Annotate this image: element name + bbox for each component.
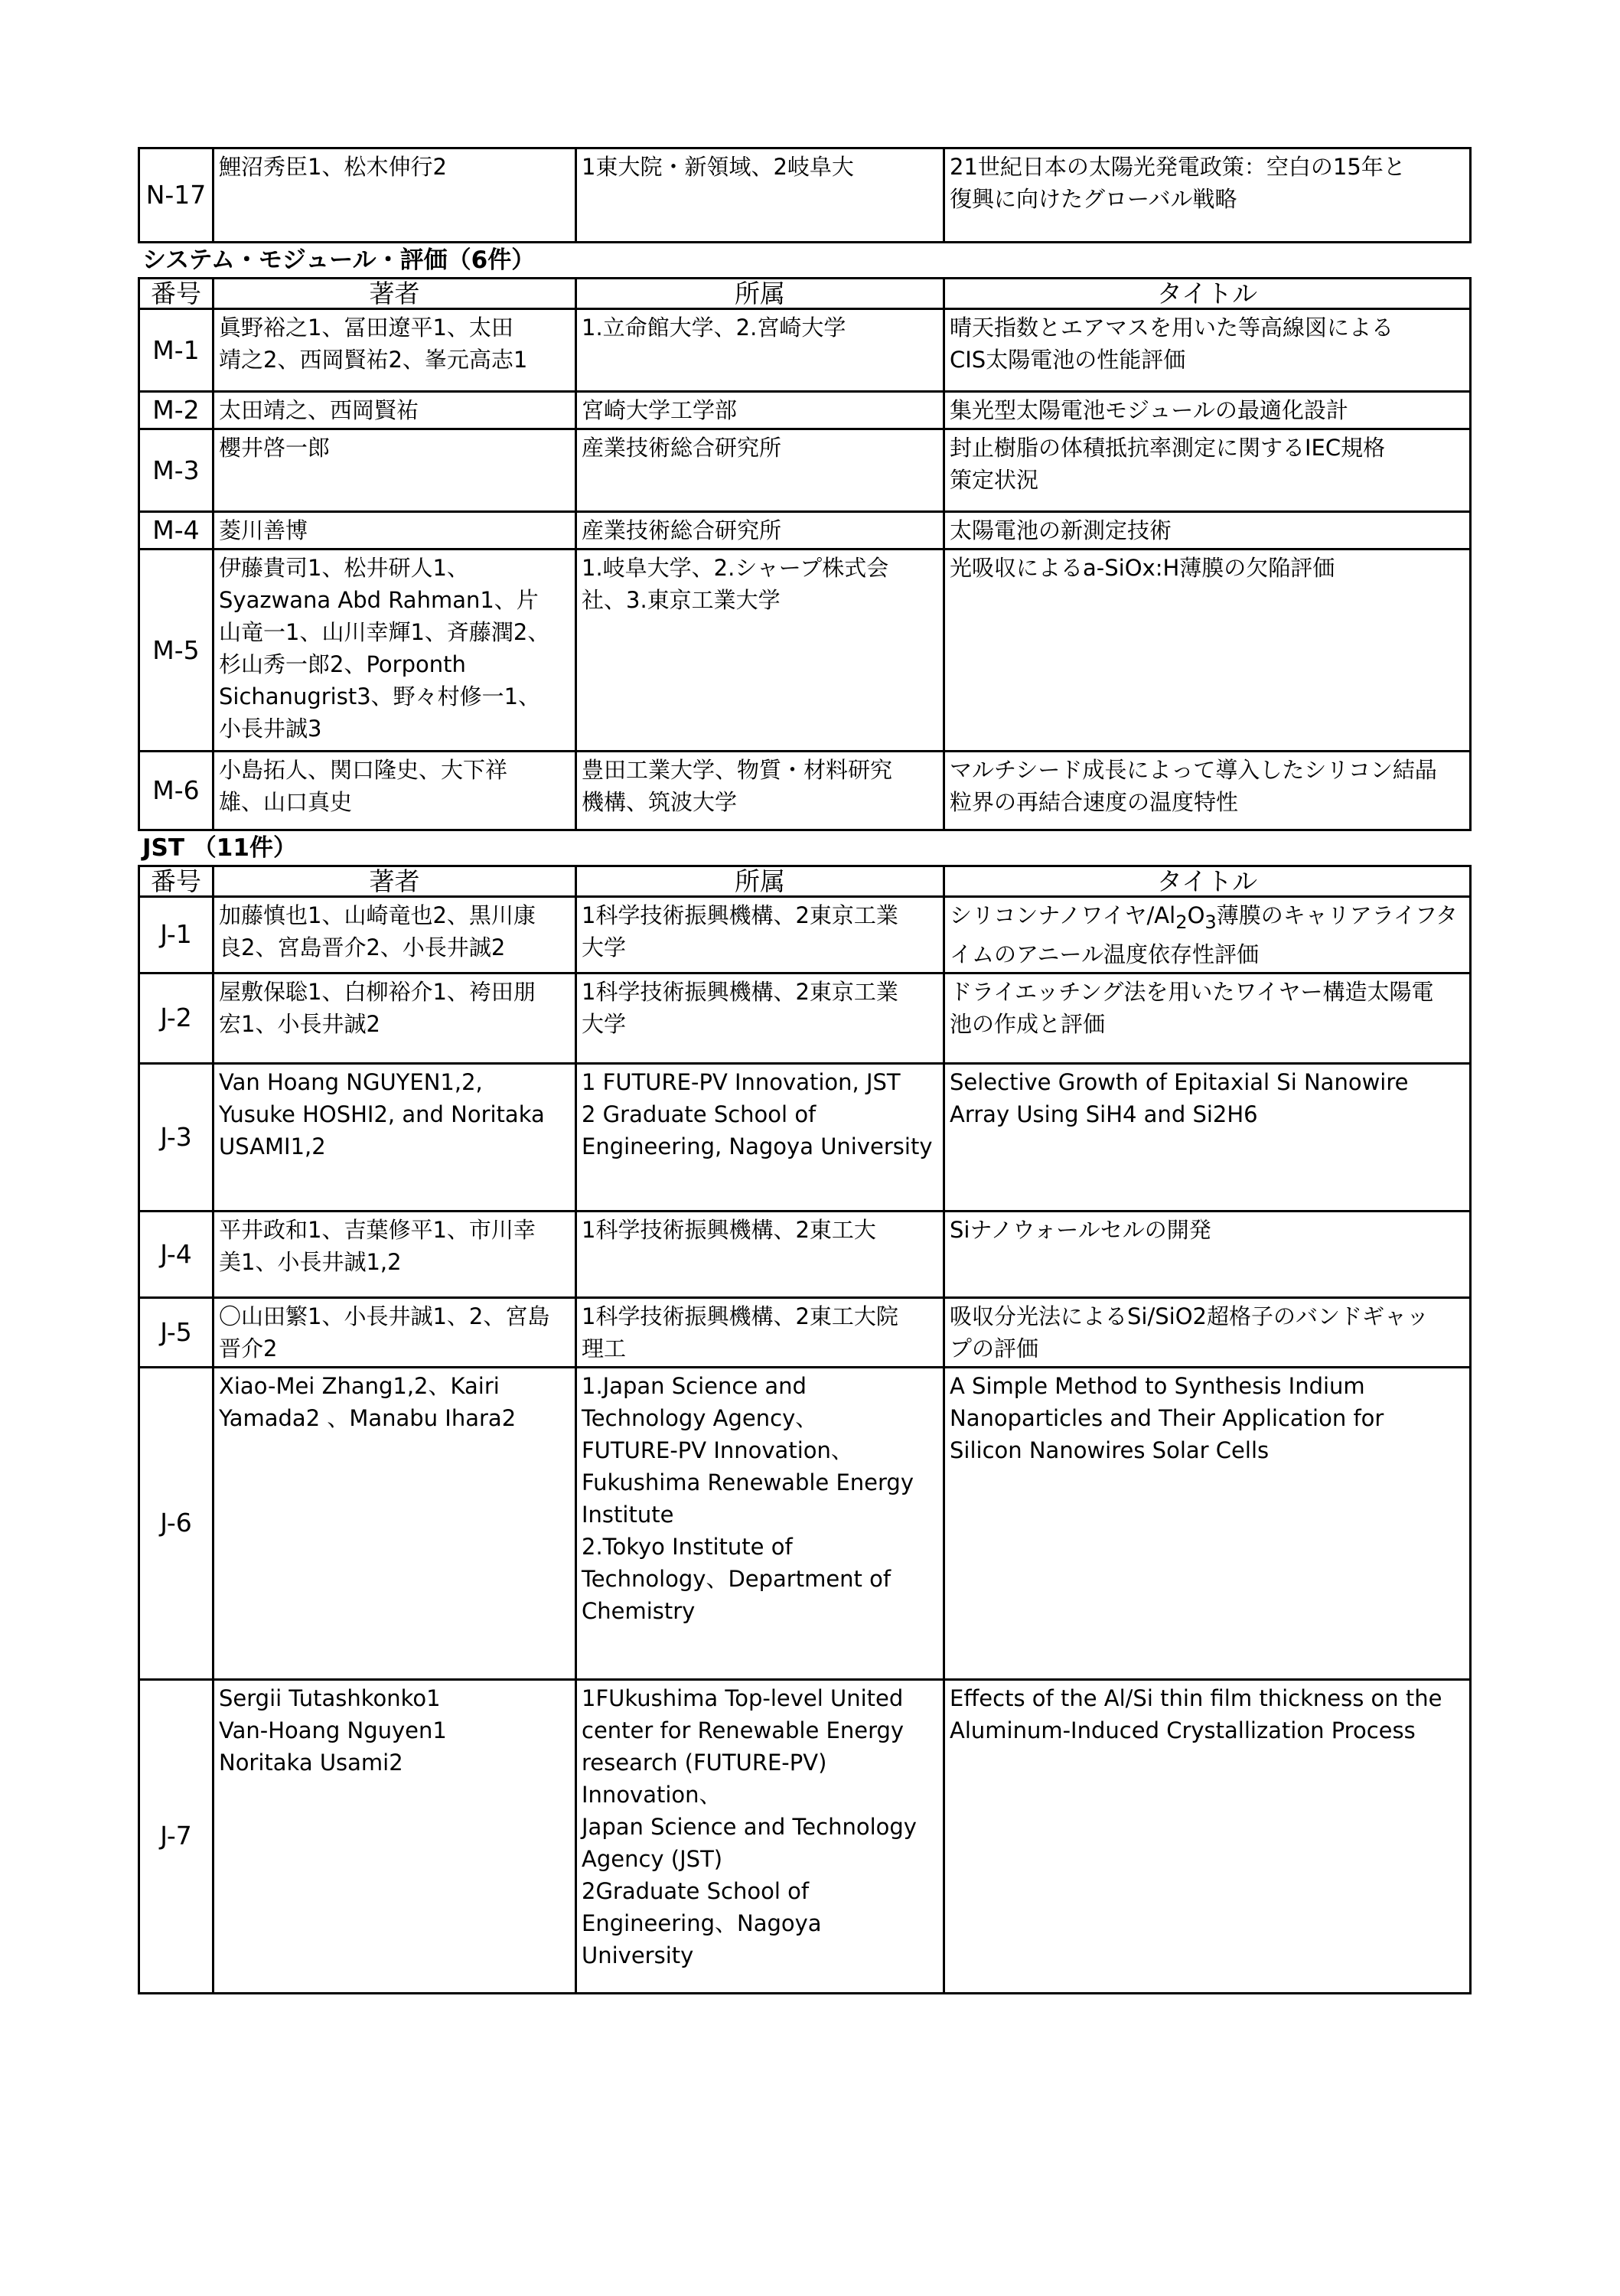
section-jst-table — [138, 865, 1472, 1994]
table-header-row — [139, 866, 1471, 897]
row-title: ドライエッチング法を用いたワイヤー構造太陽電 池の作成と評価 — [944, 973, 1471, 1063]
row-affiliation: 豊田工業大学、物質・材料研究 機構、筑波大学 — [576, 752, 944, 830]
row-title: 吸収分光法によるSi/SiO2超格子のバンドギャッ プの評価 — [944, 1297, 1471, 1367]
row-authors: 櫻井啓一郎 — [214, 429, 576, 512]
row-title: 太陽電池の新測定技術 — [944, 512, 1471, 550]
header-authors: 著者 — [214, 279, 576, 309]
table-row — [139, 1063, 1471, 1211]
row-affiliation: 1.Japan Science and Technology Agency、 FUTURE-PV Innovation、 Fukushima Renewable Energy Institute 2.Tokyo Institute of Technology、Department of Chemistry — [576, 1367, 944, 1679]
row-number: J-2 — [139, 973, 214, 1063]
table-row — [139, 897, 1471, 974]
title-suffix-text: 薄膜のキャリアライフタ イムのアニール温度依存性評価 — [950, 902, 1458, 967]
section-title-system-module: システム・モジュール・評価（6件） — [142, 246, 536, 274]
row-affiliation: 産業技術総合研究所 — [576, 429, 944, 512]
header-title: タイトル — [944, 279, 1471, 309]
table-row — [139, 752, 1471, 830]
title-prefix-text: シリコンナノワイヤ/Al — [950, 902, 1176, 928]
row-authors: 〇山田繁1、小長井誠1、2、宮島 晋介2 — [214, 1297, 576, 1367]
row-authors: 伊藤貴司1、松井研人1、 Syazwana Abd Rahman1、片 山竜一1、山川幸輝1、斉藤潤2、 杉山秀一郎2、Porponth Sichanugrist3、野々村修一1、 小長井誠3 — [214, 550, 576, 752]
row-affiliation: 産業技術総合研究所 — [576, 512, 944, 550]
row-title: マルチシード成長によって導入したシリコン結晶 粒界の再結合速度の温度特性 — [944, 752, 1471, 830]
row-title: 光吸収によるa-SiOx:H薄膜の欠陥評価 — [944, 550, 1471, 752]
table-row — [139, 1297, 1471, 1367]
row-title: 集光型太陽電池モジュールの最適化設計 — [944, 392, 1471, 429]
row-number: M-5 — [139, 550, 214, 752]
table-row — [139, 973, 1471, 1063]
row-number: J-6 — [139, 1367, 214, 1679]
row-number: J-3 — [139, 1063, 214, 1211]
row-number: M-2 — [139, 392, 214, 429]
row-number: J-5 — [139, 1297, 214, 1367]
row-authors: 眞野裕之1、冨田遼平1、太田 靖之2、西岡賢祐2、峯元高志1 — [214, 309, 576, 392]
section-title-jst: JST （11件） — [142, 834, 297, 862]
row-title: Effects of the Al/Si thin film thickness on the Aluminum-Induced Crystallization Process — [944, 1679, 1471, 1993]
row-authors: Xiao-Mei Zhang1,2、Kairi Yamada2 、Manabu Ihara2 — [214, 1367, 576, 1679]
table-row — [139, 1367, 1471, 1679]
row-affiliation: 1東大院・新領域、2岐阜大 — [576, 148, 944, 243]
top-table — [138, 147, 1472, 243]
row-number: M-3 — [139, 429, 214, 512]
row-title: A Simple Method to Synthesis Indium Nanoparticles and Their Application for Silicon Nanowires Solar Cells — [944, 1367, 1471, 1679]
row-authors: 加藤慎也1、山崎竜也2、黒川康 良2、宮島晋介2、小長井誠2 — [214, 897, 576, 974]
row-affiliation: 1 FUTURE-PV Innovation, JST 2 Graduate School of Engineering, Nagoya University — [576, 1063, 944, 1211]
row-number: M-6 — [139, 752, 214, 830]
row-affiliation: 1.岐阜大学、2.シャープ株式会 社、3.東京工業大学 — [576, 550, 944, 752]
row-affiliation: 1.立命館大学、2.宮崎大学 — [576, 309, 944, 392]
row-number: N-17 — [139, 148, 214, 243]
header-affiliation: 所属 — [576, 866, 944, 897]
row-authors: Sergii Tutashkonko1 Van-Hoang Nguyen1 Noritaka Usami2 — [214, 1679, 576, 1993]
header-number: 番号 — [139, 279, 214, 309]
table-row — [139, 309, 1471, 392]
row-authors: 平井政和1、吉葉修平1、市川幸 美1、小長井誠1,2 — [214, 1211, 576, 1297]
table-row — [139, 1211, 1471, 1297]
row-title: Siナノウォールセルの開発 — [944, 1211, 1471, 1297]
row-title: シリコンナノワイヤ$/Al_2O_3$薄膜のキャリアライフタ イムのアニール温度依存性評価 — [944, 897, 1471, 974]
row-authors: 屋敷保聡1、白柳裕介1、袴田朋 宏1、小長井誠2 — [214, 973, 576, 1063]
row-number: J-1 — [139, 897, 214, 974]
row-affiliation: 1科学技術振興機構、2東京工業 大学 — [576, 897, 944, 974]
table-row — [139, 148, 1471, 243]
row-authors: 小島拓人、関口隆史、大下祥 雄、山口真史 — [214, 752, 576, 830]
row-affiliation: 1FUkushima Top-level United center for Renewable Energy research (FUTURE-PV) Innovation、 Japan Science and Technology Agency (JST) 2Graduate School of Engineering、Nagoya University — [576, 1679, 944, 1993]
table-row — [139, 550, 1471, 752]
row-affiliation: 1科学技術振興機構、2東京工業 大学 — [576, 973, 944, 1063]
table-header-row — [139, 279, 1471, 309]
header-title: タイトル — [944, 866, 1471, 897]
header-number: 番号 — [139, 866, 214, 897]
table-row — [139, 429, 1471, 512]
row-authors: Van Hoang NGUYEN1,2, Yusuke HOSHI2, and Noritaka USAMI1,2 — [214, 1063, 576, 1211]
table-row — [139, 1679, 1471, 1993]
table-row — [139, 512, 1471, 550]
row-affiliation: 宮崎大学工学部 — [576, 392, 944, 429]
row-number: J-7 — [139, 1679, 214, 1993]
header-authors: 著者 — [214, 866, 576, 897]
row-affiliation: 1科学技術振興機構、2東工大 — [576, 1211, 944, 1297]
header-affiliation: 所属 — [576, 279, 944, 309]
row-title: Selective Growth of Epitaxial Si Nanowire Array Using SiH4 and Si2H6 — [944, 1063, 1471, 1211]
table-row — [139, 392, 1471, 429]
section-m-table — [138, 277, 1472, 831]
row-number: M-1 — [139, 309, 214, 392]
row-number: M-4 — [139, 512, 214, 550]
row-number: J-4 — [139, 1211, 214, 1297]
row-authors: 太田靖之、西岡賢祐 — [214, 392, 576, 429]
row-title: 晴天指数とエアマスを用いた等高線図による CIS太陽電池の性能評価 — [944, 309, 1471, 392]
row-affiliation: 1科学技術振興機構、2東工大院 理工 — [576, 1297, 944, 1367]
row-title: 21世紀日本の太陽光発電政策：空白の15年と 復興に向けたグローバル戦略 — [944, 148, 1471, 243]
document-page — [138, 147, 1469, 1994]
row-authors: 菱川善博 — [214, 512, 576, 550]
row-title: 封止樹脂の体積抵抗率測定に関するIEC規格 策定状況 — [944, 429, 1471, 512]
row-authors: 鯉沼秀臣1、松木伸行2 — [214, 148, 576, 243]
